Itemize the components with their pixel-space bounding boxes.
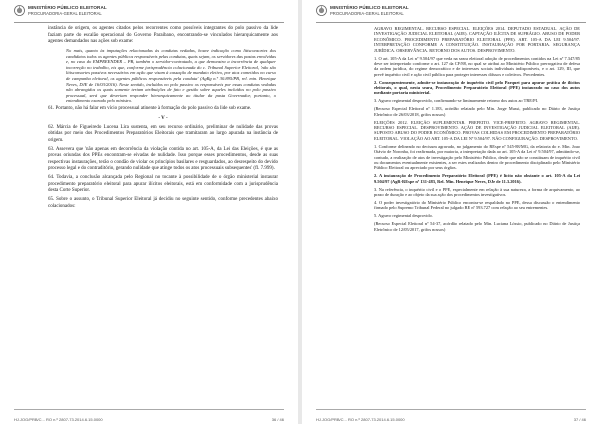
ementa-item-bold: 2. Consequentemente, admite-se instauração de inquérito civil pelo Parquet para apurar prática de ilícitos eleitorais, o qual, nesta seara, Procedimento Preparatório Eleitoral (PPE) instaurado no caso dos autos mediante portaria ministerial.: [374, 79, 580, 96]
ementa-item: 4. O poder investigatório do Ministério Público encontra-se respaldado no PPE, dessa discussão o entendimento firmado pelo Supremo Tribunal Federal no julgado RE nº 593.727 com relação ao seu entrementes.: [374, 199, 580, 211]
footer-divider: [316, 409, 586, 410]
document-page-right: [302, 0, 600, 424]
footer-reference: HJ.JOG/PRB/C... RO n.º 2807-73.2014.6.15.0000: [316, 417, 405, 422]
paragraph-65: 65. Sobre o assunto, o Tribunal Superior Eleitoral já decidiu no seguinte sentido, conforme precedentes abaixo colacionados:: [48, 197, 278, 209]
section-heading: - V -: [158, 115, 168, 121]
coat-of-arms-icon: [14, 5, 25, 16]
document-page-left: [0, 0, 298, 424]
ementa-item: 1. Conforme delineado no decisum agravado, no julgamento do REspe nº 545-88/MG, da relatoria do e. Min. Joao Otávio de Noronha, foi reafirmada, por maioria, a interpretação dada ao art. 105-A da Lei nº 9.504/97, admitindo-se, contudo, a realização de atos de investigação pelo Ministério Público, desde que não se constituam de inquérito civil ou documentos eventualmente existentes, a ser estes realizados dentro de procedimento disciplinado pelo Ministério Público Eleitoral ou apreciado por seus órgãos.: [374, 143, 580, 171]
citation-source: (Recurso Especial Eleitoral nº 1.183, acórdão relatado pelo Min. Jorge Mussi, publicado no Diário de Justiça Eletrônico de 26/03/2018, grifos nossos): [374, 106, 580, 117]
coat-of-arms-icon: [316, 5, 327, 16]
citation-source: (Recurso Especial Eleitoral nº 54-37, acórdão relatado pelo Min. Luciana Lóssio, publicado no Diário de Justiça Eletrônico de 12/05/2017, grifos nossos): [374, 221, 580, 232]
paragraph-61: 61. Portanto, não há falar em vício processual atinente à formação do polo passivo da lide sob exame.: [48, 106, 252, 112]
page-body: [374, 26, 580, 234]
ementa-item: 5. Agravo regimental desprovido.: [374, 213, 433, 219]
header-department: PROCURADORIA-GERAL ELEITORAL: [28, 11, 102, 16]
ementa-heading: ELEIÇÕES 2012. ELEIÇÃO SUPLEMENTAR. PREFEITO. VICE-PREFEITO. AGRAVO REGIMENTAL. RECURSO ESPECIAL. DESPROVIMENTO. AÇÃO DE INVESTIGAÇÃO JUDICIAL ELEITORAL (AIJE). SUPOSTO ABUSO DO PODER ECONÔMICO. PROVAS COLHIDAS EM PROCEDIMENTO PREPARATÓRIO ELEITORAL. VIOLAÇÃO AO ART. 105-A DA LEI Nº 9.504/97. NÃO CONFIGURAÇÃO. DESPROVIMENTO.: [374, 119, 580, 141]
page-header: [316, 5, 586, 19]
page-body: [48, 26, 278, 213]
footer-divider: [14, 409, 284, 410]
ementa-item: 3. Na referência, o inquérito civil e o PPE, especialmente em relação à sua natureza, a forma de arquivamento, ao prazo de duração e ao objeto da sua ação dos procedimentos investigativos.: [374, 186, 580, 197]
ementa-item-bold: 2. A instauração de Procedimento Preparatório Eleitoral (PPE) é lícito não obstante o art. 105-A da Lei 9.504/97 (AgR-REspe nº 131-483, Rel. Min. Henrique Neves, DJe de 11.3.2016).: [374, 173, 580, 184]
block-quote: No mais, quanto às imputações relacionadas às condutas vedadas, houve indicação como litisconsortes dos candidatos todos os agentes públicos responsáveis pelas condutas, quais sejam, os servidores das pastas envolvidas e, no caso do EMPREENDER – PB, também o servidor-contratado, a que demonstra a incorrência de qualquer incorreção no trabalho, eis que, conforme jurisprudência colacionada do c. Tribunal Superior Eleitoral, 'não são litisconsortes passivos necessários em ação que visam à cassação de mandato eletivo, por atos cometidos no curso de campanha eleitoral, os agentes públicos responsáveis pela conduta' (AgRg n.º 30.895/PB, rel. min. Henrique Neves, DJE de 16/03/2016). Neste sentido, incluídos no polo passivo os responsáveis por essas condutas vedadas não abrangidos os quais somente teriam atribuições de fato e gestão sobre aqueles incluídos no polo passivo processual, será que deveriam responder hierarquicamente ao titular da pasta Governador, portanto, o entendimento exarado pelo ministro.: [66, 48, 276, 104]
header-divider: [14, 22, 284, 23]
ementa-item: 1. O art. 105-A da Lei nº 9.504/97 que veda na seara eleitoral adoção de procedimentos contidos na Lei nº 7.347/85 deve ser interpretado conforme o art. 127 da CF/88, no qual se atribui ao Ministério Público prerrogativa de defesa da ordem jurídica, do regime democrático e de interesses sociais individuais indisponíveis, e o art. 129, III, que prevê inquérito civil e ação civil pública para proteger interesses difusos e coletivos. Precedentes.: [374, 55, 580, 77]
paragraph-intro: instância de origem, os agentes citados pelos recorrentes como possíveis integrantes do polo passivo da lide faziam parte do escalão operacional do Governo Paraibano, encontrando-se vinculados hierarquicamente aos agentes demandados nas ações sob exame:: [48, 26, 278, 44]
page-number: 36 / 46: [271, 417, 284, 422]
ementa-item: 3. Agravo regimental desprovido, confirmando-se liminarmente retorno dos autos ao TRE/PI.: [374, 98, 539, 104]
paragraph-63: 63. Assevera que 'não apenas em decorrência da violação contida no art. 105-A, da Lei das Eleições, é que as provas oriundas dos PPEs encontram-se eivadas de nulidade. Isso porque esses procedimentos, desde as suas respectivas instaurações, terão o condão de violar os princípios basilares e resguardados, ao desrespeito do devido processo legal e do contraditório, gerando nulidade que atinge todos os atos processuais subsequentes' (fl. 7.999).: [48, 146, 278, 172]
page-header: [14, 5, 284, 19]
paragraph-64: 64. Todavia, a conclusão alcançada pelo Regional no tocante à possibilidade de o órgão ministerial instaurar procedimento preparatório eleitoral para apurar ilícitos eleitorais, está em conformidade com a jurisprudência desta Corte Superior.: [48, 175, 278, 194]
paragraph-62: 62. Márcia de Figueiredo Lucena Lira sustenta, em seu recurso ordinário, preliminar de nulidade das provas obtidas por meio dos Procedimentos Preparatórios Eleitorais que tramitaram ao largo apurada na instância de origem.: [48, 124, 278, 143]
header-institution: MINISTÉRIO PÚBLICO ELEITORAL: [330, 5, 409, 10]
footer-reference: HJ.JOG/PRB/C... RO n.º 2807-73.2014.6.15.0000: [14, 417, 103, 422]
header-department: PROCURADORIA-GERAL ELEITORAL: [330, 11, 404, 16]
header-divider: [316, 22, 586, 23]
ementa-heading: AGRAVO REGIMENTAL. RECURSO ESPECIAL. ELEIÇÕES 2014. DEPUTADO ESTADUAL. AÇÃO DE INVESTIGAÇÃO JUDICIAL ELEITORAL (AIJE). CAPTAÇÃO ILÍCITA DE SUFRÁGIO. ABUSO DE PODER ECONÔMICO. PROCEDIMENTO PREPARATÓRIO ELEITORAL (PPE). ART. 105-A DA LEI 9.504/97. INTERPRETAÇÃO CONFORME A CONSTITUIÇÃO. INSTAURAÇÃO POR PORTARIA. SEGURANÇA JURÍDICA. OBSERVÂNCIA. RETORNO DOS AUTOS. DESPROVIMENTO.: [374, 26, 580, 53]
page-number: 37 / 46: [573, 417, 586, 422]
header-institution: MINISTÉRIO PÚBLICO ELEITORAL: [28, 5, 107, 10]
